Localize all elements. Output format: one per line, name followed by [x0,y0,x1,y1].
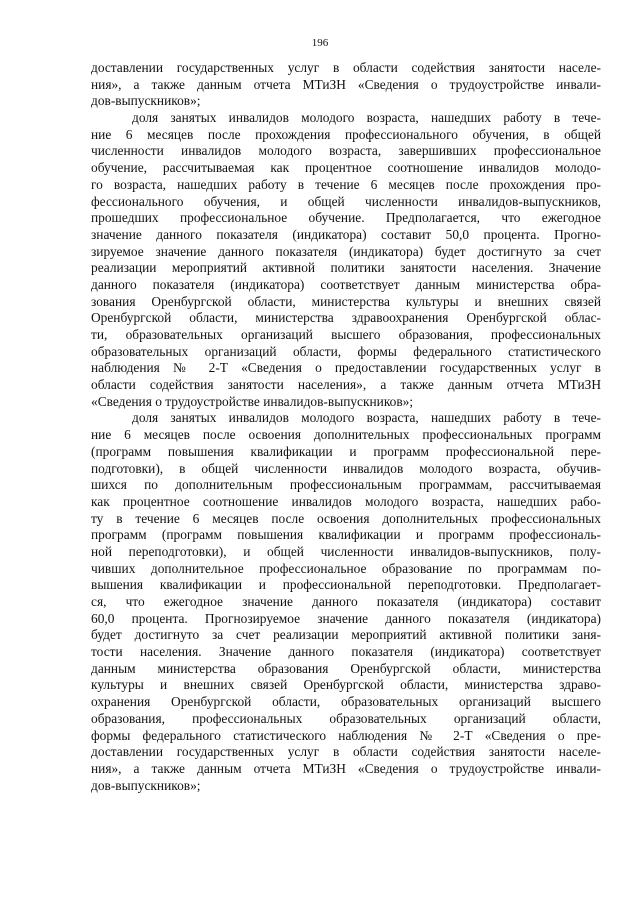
text-line: значение данного показателя (индикатора) составит 50,0 процента. Прогно- [91,226,601,242]
text-line: наблюдения № 2-Т «Сведения о предоставлении государственных услуг в [91,360,601,376]
text-line: обучение, рассчитываемая как процентное соотношение инвалидов молодо- [91,160,601,176]
text-line: тости населения. Значение данного показателя (индикатора) соответствует [91,644,601,660]
text-line: охранения Оренбургской области, образовательных организаций высшего [91,694,601,710]
text-line: доставлении государственных услуг в области содействия занятости населе- [91,60,601,75]
text-line: формы федерального статистического наблюдения № 2-Т «Сведения о пре- [91,727,601,743]
text-line: ние 6 месяцев после освоения дополнительных профессиональных программ [91,427,601,443]
text-line: (программ повышения квалификации и программ профессиональной пере- [91,443,601,459]
text-line: будет достигнуто за счет реализации мероприятий активной политики заня- [91,627,601,643]
text-line: чивших дополнительное профессиональное образование по программам по- [91,560,601,576]
text-line: «Сведения о трудоустройстве инвалидов-выпускников»; [91,393,414,409]
text-line: доля занятых инвалидов молодого возраста, нашедших работу в тече- [132,410,601,426]
text-line: Оренбургской области, министерства здравоохранения Оренбургской облас- [91,310,601,326]
text-line: зования Оренбургской области, министерства культуры и внешних связей [91,293,601,309]
text-line: дов-выпускников»; [91,93,201,109]
text-line: 60,0 процента. Прогнозируемое значение данного показателя (индикатора) [91,610,601,626]
text-line: прошедших профессиональное обучение. Предполагается, что ежегодное [91,210,601,226]
paragraph [91,110,601,410]
paragraph [91,410,601,794]
text-line: дов-выпускников»; [91,777,201,793]
text-line: ние 6 месяцев после прохождения профессионального обучения, в общей [91,126,601,142]
text-line: реализации мероприятий активной политики занятости населения. Значение [91,260,601,276]
text-line: подготовки), в общей численности инвалидов молодого возраста, обучив- [91,460,601,476]
text-line: ся, что ежегодное значение данного показателя (индикатора) составит [91,594,601,609]
text-line: ния», а также данным отчета МТиЗН «Сведения о трудоустройстве инвали- [91,760,601,776]
text-line: культуры и внешних связей Оренбургской области, министерства здраво- [91,677,601,693]
text-line: шихся по дополнительным профессиональным программам, рассчитываемая [91,477,601,493]
text-line: ти, образовательных организаций высшего образования, профессиональных [91,327,601,342]
text-line: данным министерства образования Оренбургской области, министерства [91,660,601,676]
text-line: доставлении государственных услуг в области содействия занятости населе- [91,744,601,760]
text-line: области содействия занятости населения», а также данным отчета МТиЗН [91,377,601,393]
text-line: го возраста, нашедших работу в течение 6 месяцев после прохождения про- [91,176,601,192]
text-line: образования, профессиональных образовательных организаций области, [91,710,601,726]
paragraph [91,60,601,110]
text-line: вышения квалификации и профессиональной переподготовки. Предполагает- [91,577,601,593]
text-line: зируемое значение данного показателя (индикатора) будет достигнуто за счет [91,243,601,259]
text-line: образовательных организаций области, формы федерального статистического [91,343,601,359]
document-body [91,60,601,794]
text-line: фессионального обучения, и общей численности инвалидов-выпускников, [91,193,601,209]
text-line: программ (программ повышения квалификации и программ профессиональ- [91,527,601,543]
text-line: как процентное соотношение инвалидов молодого возраста, нашедших рабо- [91,493,601,509]
text-line: ния», а также данным отчета МТиЗН «Сведения о трудоустройстве инвали- [91,76,601,92]
text-line: ной переподготовки), и общей численности инвалидов-выпускников, полу- [91,543,601,559]
page-number: 196 [311,37,329,49]
text-line: данного показателя (индикатора) соответствует данным министерства обра- [91,276,601,292]
text-line: ту в течение 6 месяцев после освоения дополнительных профессиональных [91,510,601,526]
text-line: численности инвалидов молодого возраста, завершивших профессиональное [91,143,601,159]
text-line: доля занятых инвалидов молодого возраста, нашедших работу в тече- [132,110,601,126]
